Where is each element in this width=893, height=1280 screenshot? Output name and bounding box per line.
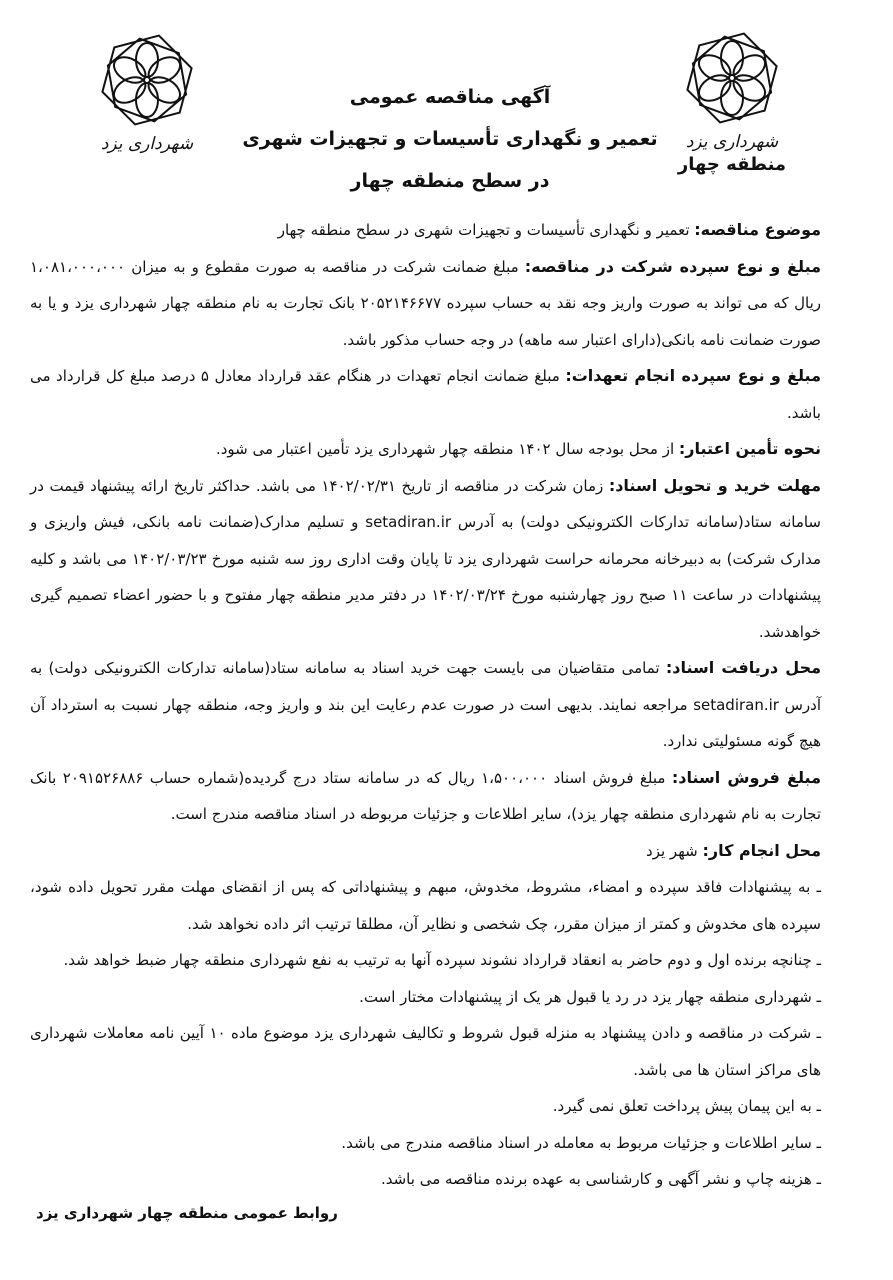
condition-item: ـ شرکت در مناقصه و دادن پیشنهاد به منزله قبول شروط و تکالیف شهرداری یزد موضوع ماده ۱۰ آیین نامه معاملات شهرداری های مراکز استان ها می باشد. [30, 1024, 822, 1079]
section-work-location [30, 833, 821, 870]
section-document-price [30, 760, 821, 833]
section-subject [30, 212, 821, 249]
section-funding [30, 431, 821, 468]
section-label: موضوع مناقصه: [694, 220, 821, 239]
section-text: شهر یزد [646, 841, 703, 860]
logo-left [92, 30, 202, 154]
title-line-2: تعمیر و نگهداری تأسیسات و تجهیزات شهری [242, 128, 658, 150]
section-text: زمان شرکت در مناقصه از تاریخ ۱۴۰۲/۰۲/۳۱ می باشد. حداکثر تاریخ ارائه پیشنهاد قیمت در سامانه ستاد(سامانه تدارکات الکترونیکی دولت) به آدرس setadiran.ir و تسلیم مدارک(ضمانت نامه بانکی، فیش واریزی و مدارک شرکت) به دبیرخانه محرمانه حراست شهرداری یزد تا پایان وقت اداری روز سه شنبه مورخ ۱۴۰۲/۰۳/۲۳ می باشد و کلیه پیشنهادات در ساعت ۱۱ صبح روز چهارشنبه مورخ ۱۴۰۲/۰۳/۲۴ در دفتر مدیر منطقه چهار مفتوح و با حضور اعضاء تصمیم گیری خواهدشد. [30, 476, 822, 641]
announcement-body [30, 212, 821, 1198]
section-performance-deposit [30, 358, 821, 431]
section-text: مبلغ ضمانت انجام تعهدات در هنگام عقد قرارداد معادل ۵ درصد مبلغ کل قرارداد می باشد. [30, 367, 821, 422]
section-document-location [30, 650, 821, 760]
section-text: تعمیر و نگهداری تأسیسات و تجهیزات شهری در سطح منطقه چهار [277, 221, 695, 239]
logo-script-text: شهرداری یزد [100, 134, 194, 154]
section-label: نحوه تأمین اعتبار: [678, 439, 821, 458]
logo-script-text: شهرداری یزد [685, 132, 779, 152]
logo-right [672, 28, 792, 175]
section-deadline [30, 468, 821, 651]
section-label: مهلت خرید و تحویل اسناد: [608, 475, 821, 495]
municipality-flower-logo-icon [97, 30, 197, 130]
section-text: تمامی متقاضیان می بایست جهت خرید اسناد به سامانه ستاد(سامانه تدارکات الکترونیکی دولت) به آدرس setadiran.ir مراجعه نمایند. بدیهی است در صورت عدم رعایت این بند و واریز وجه، منطقه چهار نسبت به استرداد آن هیچ گونه مسئولیتی ندارد. [30, 659, 821, 750]
municipality-flower-logo-icon [682, 28, 782, 128]
condition-item: ـ سایر اطلاعات و جزئیات مربوط به معامله در اسناد مناقصه مندرج می باشد. [341, 1133, 821, 1152]
section-label: محل دریافت اسناد: [665, 658, 822, 677]
condition-item: ـ به این پیمان پیش پرداخت تعلق نمی گیرد. [552, 1097, 821, 1115]
section-label: مبلغ و نوع سپرده شرکت در مناقصه: [524, 256, 822, 276]
public-relations-signature: روابط عمومی منطقه چهار شهرداری یزد [36, 1204, 338, 1222]
title-line-3: در سطح منطقه چهار [350, 170, 550, 192]
section-text: از محل بودجه سال ۱۴۰۲ منطقه چهار شهرداری یزد تأمین اعتبار می شود. [215, 440, 679, 458]
condition-item: ـ شهرداری منطقه چهار یزد در رد یا قبول هر یک از پیشنهادات مختار است. [359, 987, 821, 1006]
section-label: محل انجام کار: [702, 840, 821, 860]
condition-item: ـ به پیشنهادات فاقد سپرده و امضاء، مشروط، مخدوش، مبهم و پیشنهاداتی که پس از انقضای مهلت مقرر تحویل داده شود، سپرده های مخدوش و کمتر از میزان مقرر، چک شخصی و نظایر آن، مطلقا ترتیب اثر داده نخواهد شد. [30, 878, 821, 933]
condition-item: ـ هزینه چاپ و نشر آگهی و کارشناسی به عهده برنده مناقصه می باشد. [380, 1170, 821, 1188]
logo-subtitle: منطقه چهار [677, 154, 787, 175]
section-text: مبلغ ضمانت شرکت در مناقصه به صورت مقطوع و به میزان ۱،۰۸۱،۰۰۰،۰۰۰ ریال که می تواند به صورت واریز وجه نقد به حساب سپرده ۲۰۵۲۱۴۶۶۷۷ بانک تجارت به نام منطقه چهار شهرداری یزد و یا به صورت ضمانت نامه بانکی(دارای اعتبار سه ماهه) در وجه حساب مذکور باشد. [30, 257, 821, 349]
section-label: مبلغ و نوع سپرده انجام تعهدات: [565, 366, 821, 385]
title-line-1: آگهی مناقصه عمومی [349, 86, 551, 108]
section-label: مبلغ فروش اسناد: [671, 767, 821, 787]
section-bid-deposit [30, 249, 821, 359]
condition-item: ـ چنانچه برنده اول و دوم حاضر به انعقاد قرارداد نشوند سپرده آنها به ترتیب به نفع شهرداری منطقه چهار ضبط خواهد شد. [63, 951, 821, 969]
section-text: مبلغ فروش اسناد ۱،۵۰۰،۰۰۰ ریال که در سامانه ستاد درج گردیده(شماره حساب ۲۰۹۱۵۲۶۸۸۶ بانک تجارت به نام شهرداری منطقه چهار یزد)، سایر اطلاعات و جزئیات مربوطه در اسناد مناقصه مندرج است. [30, 768, 821, 823]
announcement-title [230, 76, 670, 202]
